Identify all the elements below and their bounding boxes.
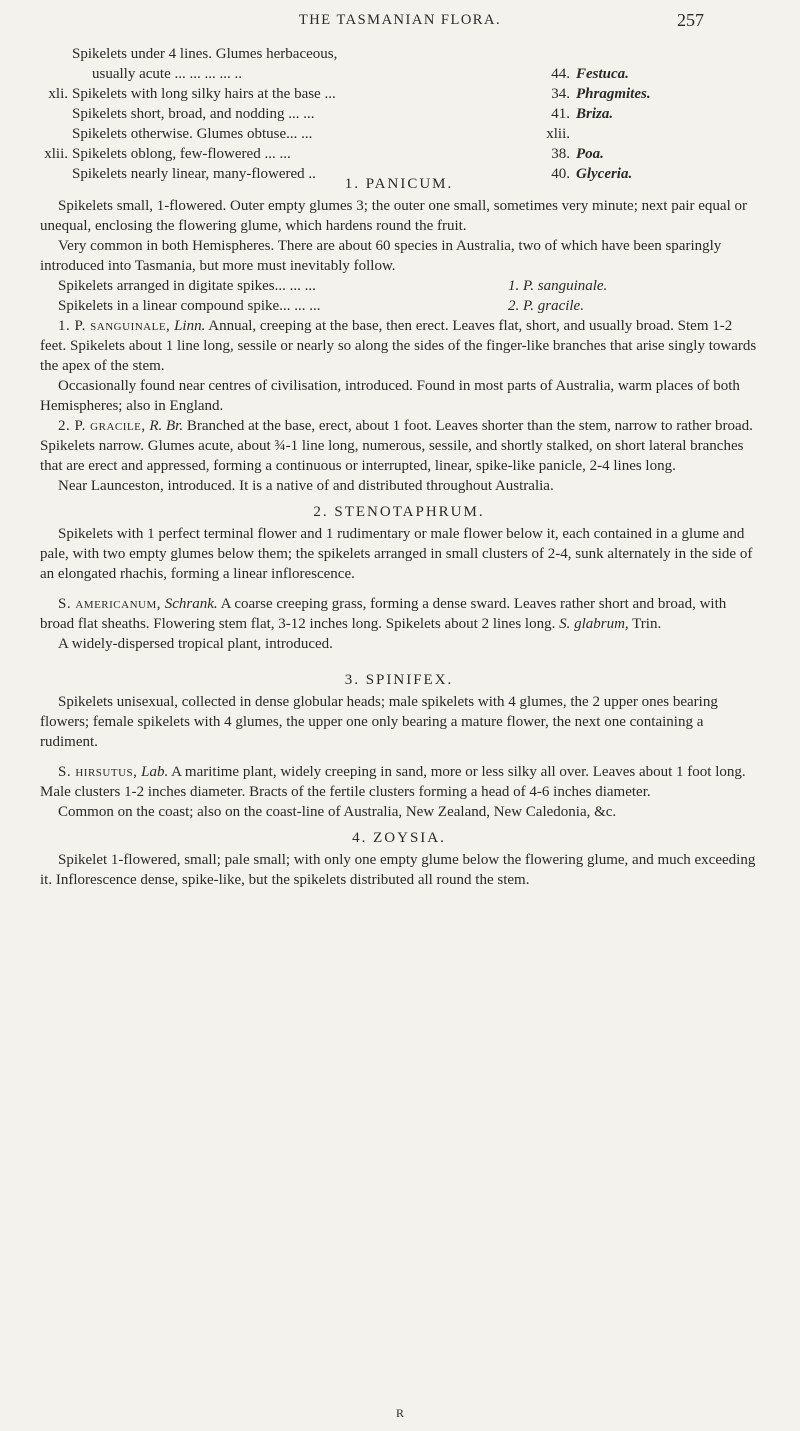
key-number: 38. <box>551 146 570 162</box>
genus-heading-stenotaphrum: 2. STENOTAPHRUM. <box>313 504 485 520</box>
species-author: Schrank. <box>164 596 218 612</box>
key-number: 34. <box>551 86 570 102</box>
key-number: 41. <box>551 106 570 122</box>
key-text: Spikelets oblong, few-flowered ... ... <box>72 146 291 162</box>
key-text: Spikelets short, broad, and nodding ... ... <box>72 106 315 122</box>
spacer <box>40 584 758 594</box>
key-row <box>40 44 740 64</box>
genus-description: Spikelets small, 1-flowered. Outer empty glumes 3; the outer one small, sometimes very minute; next pair equal or unequal, enclosing the flowering glume, which hardens round the fruit. <box>40 198 748 234</box>
species-name: S. americanum, <box>58 596 161 612</box>
key-text: Spikelets under 4 lines. Glumes herbaceous, <box>72 46 338 62</box>
species-description: A maritime plant, widely creeping in sand, more or less silky all over. Leaves about 1 foot long. Male clusters 1-2 inches diameter. Bracts of the fertile clusters forming a head of 4-6 inches diameter. <box>40 764 746 800</box>
key-text: Spikelets with long silky hairs at the base ... <box>72 86 336 102</box>
species-description: A coarse creeping grass, forming a dense sward. Leaves rather short and broad, with broad flat sheaths. Flowering stem flat, 3-12 inches long. Spikelets about 2 lines long. <box>40 596 727 632</box>
key-genus: Poa. <box>576 146 604 162</box>
key-text: Spikelets nearly linear, many-flowered .. <box>72 166 316 182</box>
species-synonym: S. glabrum, <box>559 616 629 632</box>
genus-key <box>40 44 740 184</box>
genus-description: Spikelets with 1 perfect terminal flower and 1 rudimentary or male flower below it, each contained in a glume and pale, with two empty glumes below them; the spikelets arranged in small clusters of 2-4, sunk alternately in the side of an elongated rhachis, forming a linear inflorescence. <box>40 526 753 582</box>
key-number: 44. <box>551 66 570 82</box>
species-key-row <box>40 276 758 296</box>
key-roman: xlii. <box>44 146 68 162</box>
key-roman <box>40 64 72 84</box>
key-row <box>40 124 740 144</box>
page-body <box>40 168 758 890</box>
key-row <box>40 84 740 104</box>
species-entry <box>40 416 758 476</box>
key-number <box>542 44 576 64</box>
key-text: usually acute ... ... ... ... .. <box>92 66 242 82</box>
genus-heading-spinifex: 3. SPINIFEX. <box>344 672 454 688</box>
species-entry <box>40 594 758 634</box>
species-distribution: Occasionally found near centres of civilisation, introduced. Found in most parts of Australia, warm places of both Hemispheres; also in England. <box>40 378 740 414</box>
species-entry <box>40 762 758 802</box>
key-genus: Briza. <box>576 106 614 122</box>
species-key-text: Spikelets arranged in digitate spikes... ... ... <box>58 278 316 294</box>
key-roman: xli. <box>48 86 68 102</box>
species-name: 2. P. gracile, <box>58 418 146 434</box>
spacer <box>40 654 758 664</box>
species-name: 1. P. sanguinale, <box>58 318 171 334</box>
genus-description: Spikelets unisexual, collected in dense globular heads; male spikelets with 4 glumes, the 2 upper ones bearing flowers; female spikelets with 4 glumes, the upper one only bearing a mature flower, the next one containing a rudiment. <box>40 694 718 750</box>
running-title: THE TASMANIAN FLORA. <box>298 12 502 28</box>
species-description: Annual, creeping at the base, then erect. Leaves flat, short, and usually broad. Stem 1-2 feet. Spikelets about 1 line long, sessile or nearly so along the sides of the finger-like branches that arise singly towards the apex of the stem. <box>40 318 757 374</box>
key-number: xlii. <box>546 126 570 142</box>
species-description: Branched at the base, erect, about 1 foot. Leaves shorter than the stem, narrow to rather broad. Spikelets narrow. Glumes acute, about ¾-1 line long, numerous, sessile, and shortly stalked, on short lateral branches that are erect and appressed, forming a continuous or interrupted, linear, spike-like panicle, 2-4 lines long. <box>40 418 753 474</box>
genus-heading-zoysia: 4. ZOYSIA. <box>352 830 446 846</box>
printer-signature: R <box>395 1406 404 1420</box>
species-key-text: Spikelets in a linear compound spike... ... ... <box>58 298 321 314</box>
species-key-name: 1. P. sanguinale. <box>508 278 608 294</box>
key-roman <box>40 44 72 64</box>
key-genus: Phragmites. <box>576 86 651 102</box>
species-author: R. Br. <box>149 418 184 434</box>
key-row <box>40 144 740 164</box>
species-author: Lab. <box>141 764 169 780</box>
genus-heading-panicum: 1. PANICUM. <box>344 176 454 192</box>
spacer <box>40 752 758 762</box>
genus-distribution: Very common in both Hemispheres. There are about 60 species in Australia, two of which have been sparingly introduced into Tasmania, but more must inevitably follow. <box>40 238 722 274</box>
species-distribution: Near Launceston, introduced. It is a native of and distributed throughout Australia. <box>58 478 554 494</box>
species-synonym-author: Trin. <box>632 616 662 632</box>
species-key-row <box>40 296 758 316</box>
page-number: 257 <box>677 10 704 30</box>
species-distribution: Common on the coast; also on the coast-line of Australia, New Zealand, New Caledonia, &c. <box>58 804 617 820</box>
key-number: 40. <box>551 166 570 182</box>
species-entry <box>40 316 758 376</box>
species-name: S. hirsutus, <box>58 764 138 780</box>
key-genus: Festuca. <box>576 66 629 82</box>
species-author: Linn. <box>174 318 206 334</box>
species-key-name: 2. P. gracile. <box>508 298 584 314</box>
running-header <box>0 10 800 34</box>
key-text: Spikelets otherwise. Glumes obtuse... ... <box>72 126 313 142</box>
key-roman <box>40 104 72 124</box>
genus-description: Spikelet 1-flowered, small; pale small; with only one empty glume below the flowering glume, and much exceeding it. Inflorescence dense, spike-like, but the spikelets distributed all round the stem. <box>40 852 756 888</box>
key-row <box>40 104 740 124</box>
key-genus: Glyceria. <box>576 166 633 182</box>
key-roman <box>40 124 72 144</box>
species-distribution: A widely-dispersed tropical plant, introduced. <box>58 636 333 652</box>
key-row <box>40 64 740 84</box>
